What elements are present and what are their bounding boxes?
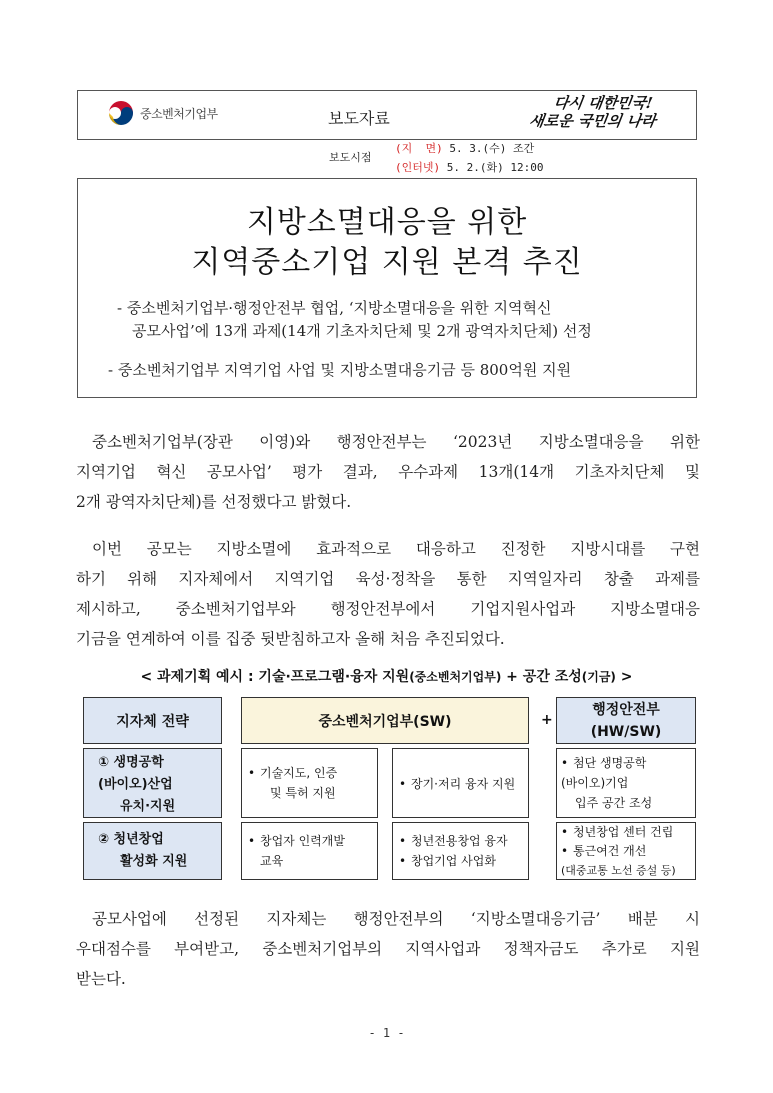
headline-line-1: 지방소멸대응을 위한 <box>246 205 528 240</box>
caption-close: > <box>615 669 633 685</box>
list-item-text: 기술지도, 인증 <box>260 766 338 780</box>
mois-header-line-1: 행정안전부 <box>592 701 660 718</box>
subheadline-1-line-2: 공모사업’에 13개 과제(14개 기초자치단체 및 2개 광역자치단체) 선정 <box>132 322 592 340</box>
row-2-head-line-1: ② 청년창업 <box>98 832 164 847</box>
caption-fund: (기금) <box>581 670 616 684</box>
list-item-continued: 교육 <box>260 854 284 868</box>
taegeuk-icon <box>108 100 134 126</box>
internet-tag: (인터넷) <box>395 161 441 174</box>
paragraph-line: 중소벤처기업부(장관 이영)와 행정안전부는 ‘2023년 지방소멸대응을 위한 <box>92 433 700 451</box>
row-1-head-line-2: (바이오)산업 <box>98 777 173 792</box>
subheadline-1-line-1: - 중소벤처기업부·행정안전부 협업, ‘지방소멸대응을 위한 지역혁신 <box>117 299 552 317</box>
logo-text: 중소벤처기업부 <box>140 106 218 121</box>
paragraph-line: 하기 위해 지자체에서 지역기업 육성·정착을 통한 지역일자리 창출 과제를 <box>76 570 700 588</box>
list-item-continued: (바이오)기업 <box>561 776 629 790</box>
paragraph-line: 이번 공모는 지방소멸에 효과적으로 대응하고 진정한 지방시대를 구현 <box>92 540 700 558</box>
slogan-line-2: 새로운 국민의 나라 <box>528 112 657 130</box>
headline-line-2: 지역중소기업 지원 본격 추진 <box>191 245 583 280</box>
list-item <box>248 831 377 851</box>
row-1-mss-b <box>392 748 529 818</box>
plus-sign: + <box>541 712 553 728</box>
list-item-continued: 입주 공간 조성 <box>575 796 653 810</box>
paragraph-1 <box>76 427 700 517</box>
list-item-text: 첨단 생명공학 <box>573 756 647 770</box>
slogan-line-1: 다시 대한민국! <box>552 94 654 112</box>
caption-plus: + 공간 조성 <box>501 669 582 685</box>
table-header-mois <box>556 697 696 744</box>
paragraph-line: 2개 광역자치단체)를 선정했다고 밝혔다. <box>76 493 352 511</box>
paragraph-line: 우대점수를 부여받고, 중소벤처기업부의 지역사업과 정책자금도 추가로 지원 <box>76 940 700 958</box>
embargo-print-row <box>395 140 534 156</box>
list-item <box>561 753 695 773</box>
paragraph-2 <box>76 534 700 654</box>
print-time: 5. 3.(수) 조간 <box>442 142 535 155</box>
table-header-strategy: 지자체 전략 <box>83 697 222 744</box>
row-2-mss-a <box>241 822 378 880</box>
row-2-mss-b <box>392 822 529 880</box>
row-2-mois <box>556 822 696 880</box>
list-item-text: 창업자 인력개발 <box>260 834 345 848</box>
row-1-head-line-3: 유치·지원 <box>120 799 176 814</box>
subheadline-2: - 중소벤처기업부 지역기업 사업 및 지방소멸대응기금 등 800억원 지원 <box>108 361 572 379</box>
list-item <box>561 823 695 842</box>
table-caption <box>0 666 773 686</box>
embargo-label: 보도시점 <box>329 151 372 164</box>
list-item <box>399 774 528 794</box>
paragraph-line: 받는다. <box>76 970 126 988</box>
mois-header-line-2: (HW/SW) <box>590 723 662 740</box>
row-2-strategy <box>83 822 222 880</box>
paragraph-line: 공모사업에 선정된 지자체는 행정안전부의 ‘지방소멸대응기금’ 배분 시 <box>92 910 700 928</box>
list-item-text: 장기·저리 융자 지원 <box>411 777 516 791</box>
press-release-label: 보도자료 <box>328 109 390 128</box>
print-tag: (지 면) <box>395 142 443 155</box>
row-1-strategy <box>83 748 222 818</box>
paragraph-line: 기금을 연계하여 이를 집중 뒷받침하고자 올해 처음 추진되었다. <box>76 630 505 648</box>
list-item-continued: (대중교통 노선 증설 등) <box>561 864 676 877</box>
row-1-mss-a <box>241 748 378 818</box>
list-item-continued: 및 특허 지원 <box>270 786 336 800</box>
caption-prefix: < 과제기획 예시 : 기술·프로그램·융자 지원 <box>140 669 410 685</box>
embargo-internet-row <box>395 159 543 175</box>
list-item-text: 창업기업 사업화 <box>411 854 496 868</box>
paragraph-3 <box>76 904 700 994</box>
list-item <box>399 851 528 871</box>
paragraph-line: 지역기업 혁신 공모사업’ 평가 결과, 우수과제 13개(14개 기초자치단체 및 <box>76 463 700 481</box>
ministry-logo <box>108 100 218 126</box>
row-1-mois <box>556 748 696 818</box>
row-1-head-line-1: ① 생명공학 <box>98 755 164 770</box>
row-2-head-line-2: 활성화 지원 <box>120 854 188 869</box>
table-header-mss: 중소벤처기업부(SW) <box>241 697 529 744</box>
list-item <box>399 831 528 851</box>
paragraph-line: 제시하고, 중소벤처기업부와 행정안전부에서 기업지원사업과 지방소멸대응 <box>76 600 700 618</box>
list-item-text: 청년전용창업 융자 <box>411 834 508 848</box>
internet-time: 5. 2.(화) 12:00 <box>440 161 544 174</box>
slogan-logo <box>523 94 694 138</box>
list-item-text: 청년창업 센터 건립 <box>573 825 674 839</box>
page-number: - 1 - <box>368 1026 405 1040</box>
list-item-text: 통근여건 개선 <box>573 844 647 858</box>
caption-mss: (중소벤처기업부) <box>409 670 502 684</box>
list-item <box>248 763 377 783</box>
press-header <box>77 90 697 140</box>
list-item <box>561 842 695 861</box>
headline-box <box>77 178 697 398</box>
